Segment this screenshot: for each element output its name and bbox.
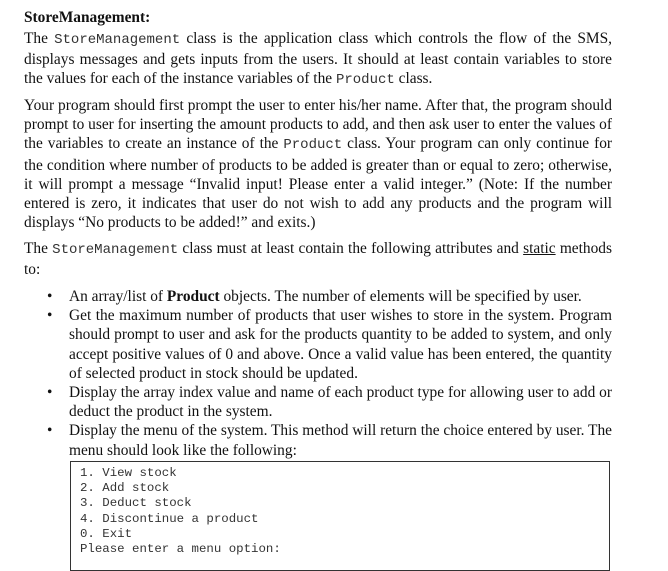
bullet3-text: Display the array index value and name of each product type for allowing user to add or deduct the product in the system. xyxy=(69,384,612,421)
bullet-icon: • xyxy=(47,288,53,305)
requirements-paragraph xyxy=(24,239,612,279)
section-heading: StoreManagement: xyxy=(24,9,151,26)
para1-text-2: class is the application class which controls the flow of the SMS, displays messages and gets inputs from the users. It should at least contain variables to store the values for each of the instance variables of the xyxy=(24,30,613,88)
bullet1-bold-product: Product xyxy=(166,288,220,305)
bullet-icon: • xyxy=(47,307,53,325)
para3-text-2: class must at least contain the following attributes and xyxy=(178,240,524,257)
menu-code-box xyxy=(70,461,610,571)
para2-text-2: class. Your program can only continue for the condition where number of products to be added is greater than or equal to zero; otherwise, it will prompt a message “Invalid input! Please enter a valid integer.” (Note: If the number entered is zero, it indicates that user do not wish to add any products and the program will displays “No products to be added!” and exits.) xyxy=(24,135,613,232)
bullet1-text-2: objects. The number of elements will be specified by user. xyxy=(219,288,582,305)
menu-line: 0. Exit xyxy=(80,526,133,541)
bullet-icon: • xyxy=(47,384,53,402)
para3-static-underlined: static xyxy=(523,240,556,257)
list-item xyxy=(24,306,612,383)
list-item xyxy=(24,287,612,306)
bullet1-text-1: An array/list of xyxy=(69,288,167,305)
para2-code-product: Product xyxy=(283,137,343,154)
para1-code-storemanagement: StoreManagement xyxy=(54,32,181,48)
para3-text-1: The xyxy=(24,240,53,257)
menu-line: 4. Discontinue a product xyxy=(80,511,259,526)
para1-text-3: class. xyxy=(394,70,433,88)
program-flow-paragraph xyxy=(24,96,612,232)
para3-code-storemanagement: StoreManagement xyxy=(52,242,179,258)
list-item xyxy=(24,421,612,459)
menu-line: 3. Deduct stock xyxy=(80,496,192,511)
list-item xyxy=(24,383,612,421)
menu-line: Please enter a menu option: xyxy=(80,542,281,557)
menu-line: 2. Add stock xyxy=(80,481,170,496)
para3-text-3: methods to: xyxy=(24,240,612,279)
para1-text-1: The xyxy=(24,30,55,47)
para2-text-1: Your program should first prompt the user to enter his/her name. After that, the program should prompt to user for inserting the amount products to add, and then ask user to enter the values of the variables to create an instance of the xyxy=(24,97,612,153)
intro-paragraph xyxy=(24,29,612,91)
menu-line: 1. View stock xyxy=(80,466,177,480)
requirements-list xyxy=(24,287,612,460)
para1-code-product: Product xyxy=(335,72,395,89)
bullet-icon: • xyxy=(47,422,53,440)
bullet4-text: Display the menu of the system. This method will return the choice entered by user. The menu should look like the following: xyxy=(69,422,612,459)
bullet2-text: Get the maximum number of products that user wishes to store in the system. Program should prompt to user and ask for the products quantity to be added to system, and only accept positive values of 0 and above. Once a valid value has been entered, the quantity of selected product in stock should be updated. xyxy=(69,307,612,382)
